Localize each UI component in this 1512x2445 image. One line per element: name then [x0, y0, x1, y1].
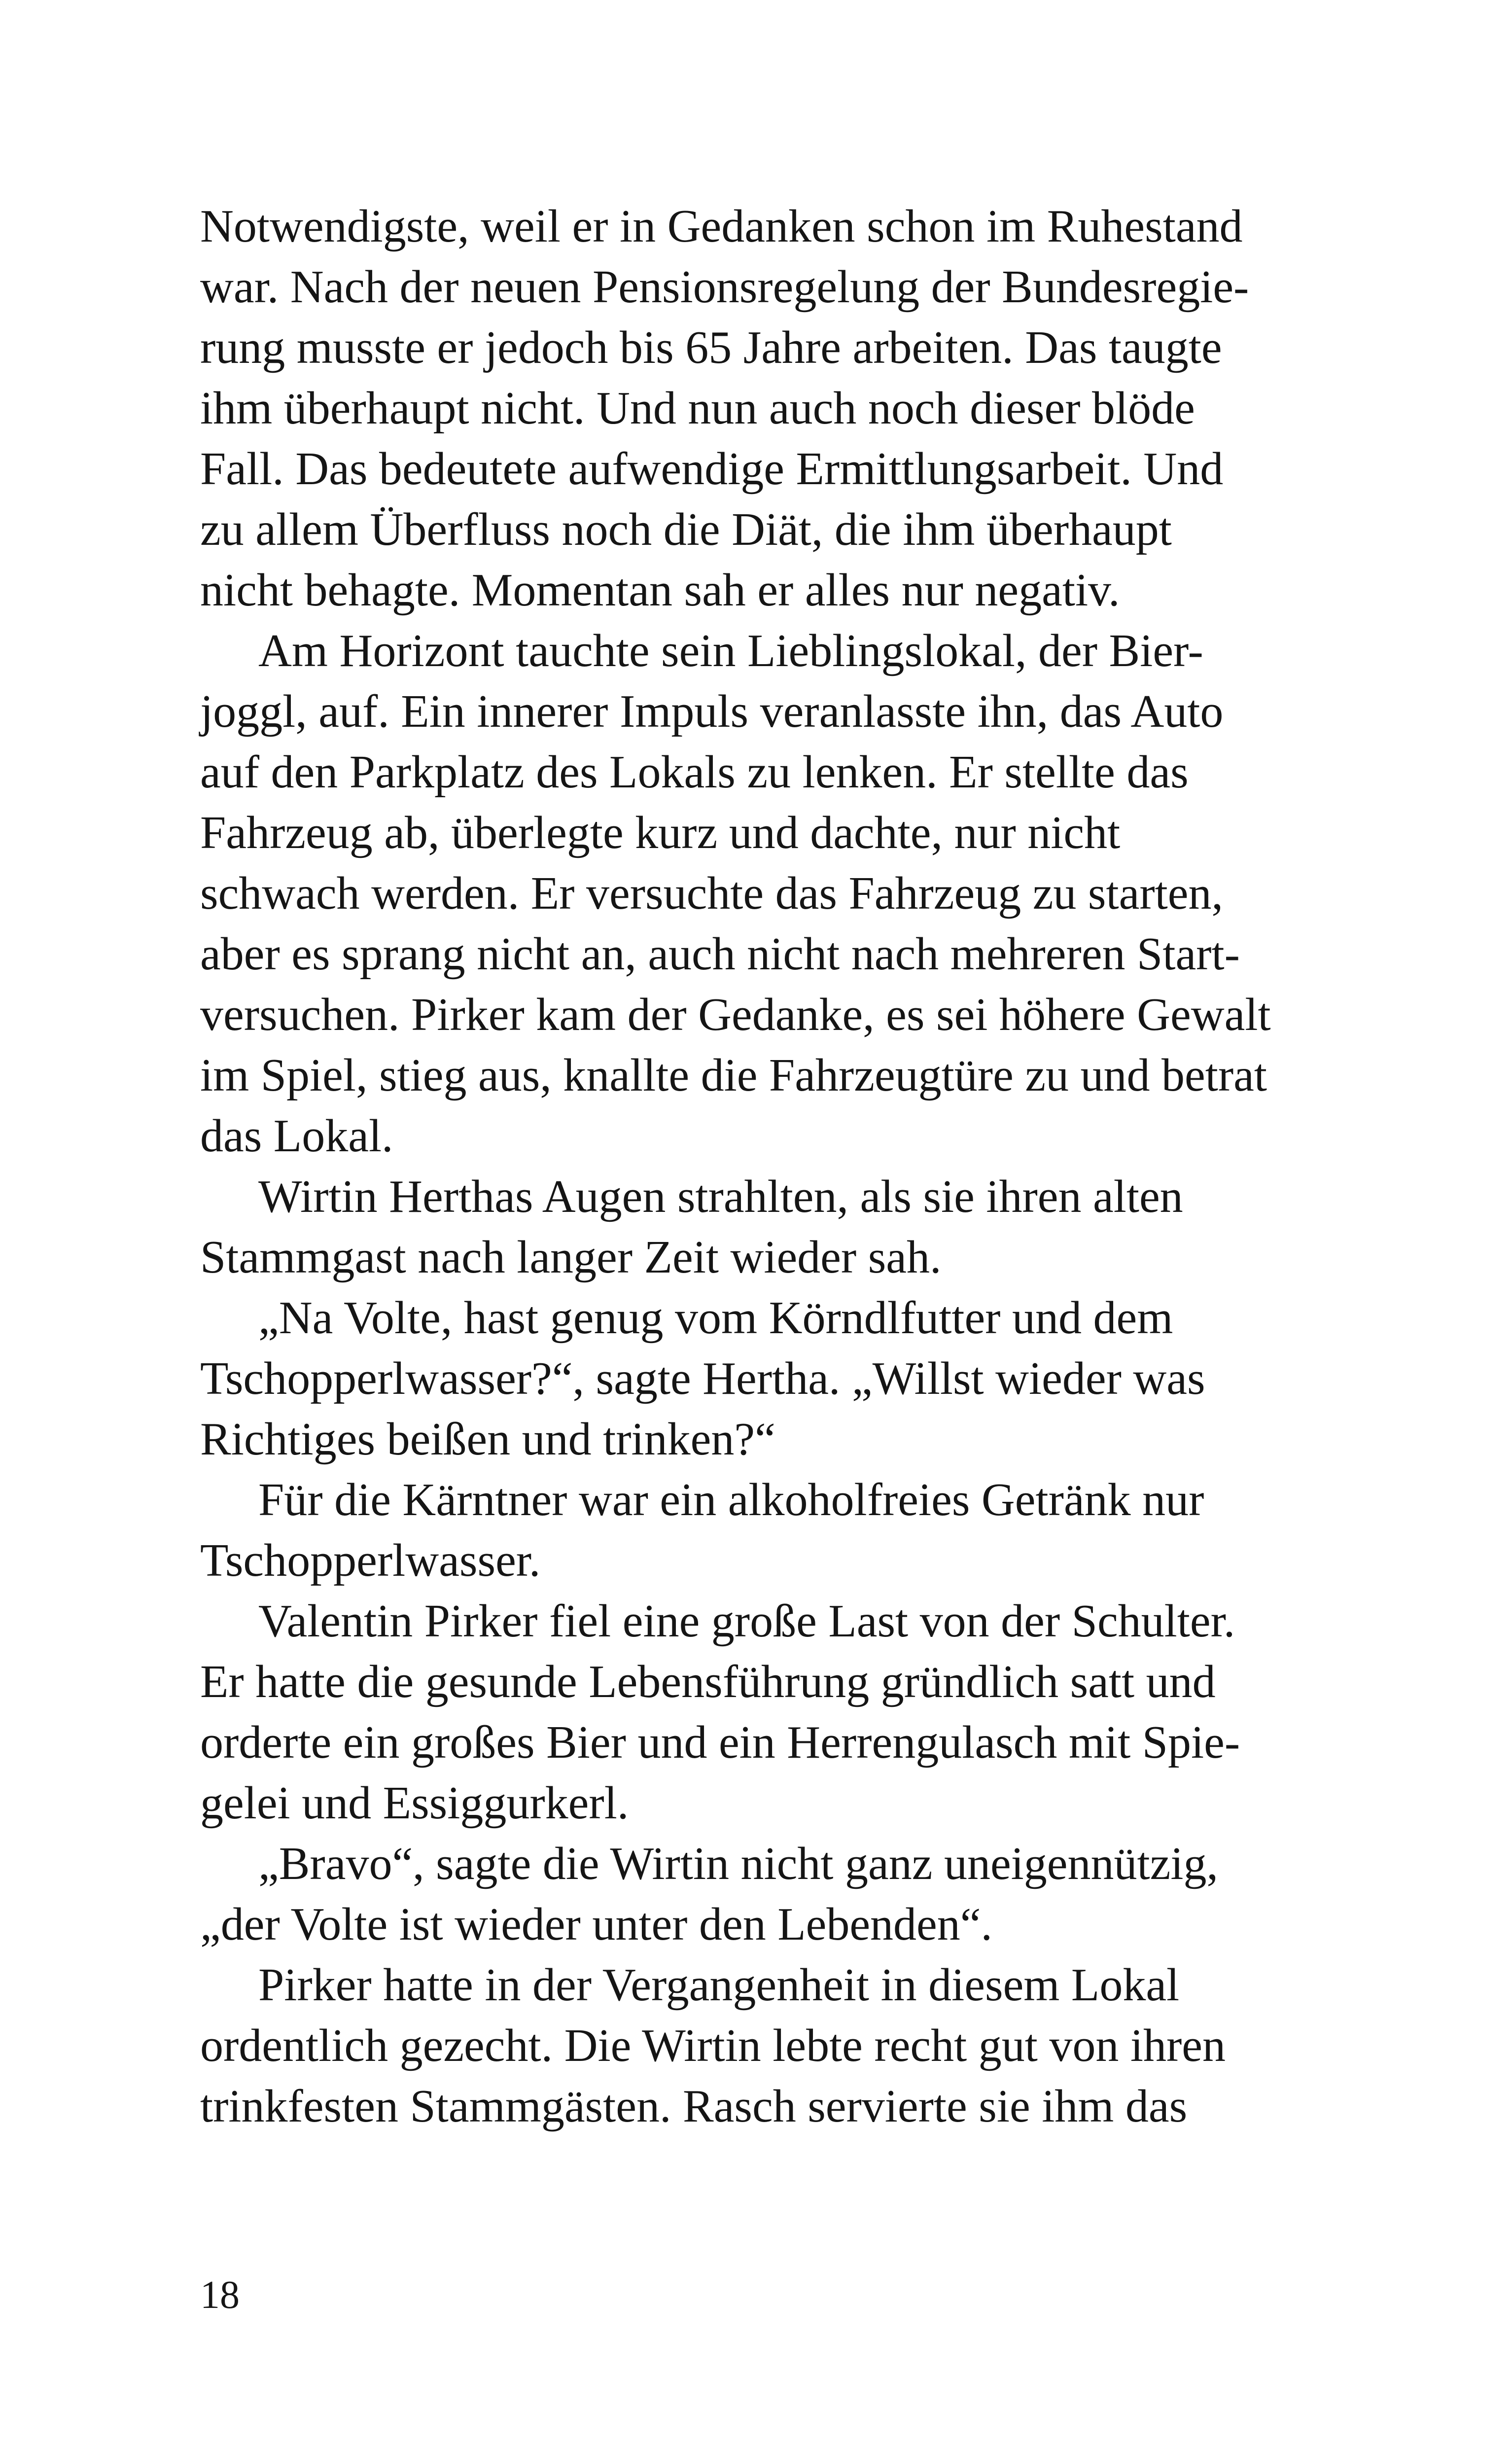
text-line: im Spiel, stieg aus, knallte die Fahrzeugtüre zu und betrat: [200, 1050, 1267, 1101]
text-line: „Na Volte, hast genug vom Körndlfutter und dem: [258, 1292, 1173, 1344]
text-line: Valentin Pirker fiel eine große Last von der Schulter.: [258, 1595, 1235, 1647]
text-line: Für die Kärntner war ein alkoholfreies Getränk nur: [258, 1474, 1204, 1525]
text-line: rung musste er jedoch bis 65 Jahre arbeiten. Das taugte: [200, 322, 1222, 373]
text-line: Stammgast nach langer Zeit wieder sah.: [200, 1232, 942, 1283]
text-line: schwach werden. Er versuchte das Fahrzeug zu starten,: [200, 868, 1223, 919]
text-line: Wirtin Herthas Augen strahlten, als sie ihren alten: [258, 1171, 1183, 1222]
page-number: 18: [200, 2273, 240, 2317]
text-line: „Bravo“, sagte die Wirtin nicht ganz uneigennützig,: [258, 1838, 1218, 1889]
body-text: [200, 196, 1297, 2137]
text-line: gelei und Essiggurkerl.: [200, 1777, 629, 1829]
text-line: Fall. Das bedeutete aufwendige Ermittlungsarbeit. Und: [200, 443, 1224, 495]
text-line: joggl, auf. Ein innerer Impuls veranlasste ihn, das Auto: [200, 686, 1224, 737]
text-line: Tschopperlwasser?“, sagte Hertha. „Willst wieder was: [200, 1353, 1205, 1404]
text-line: ihm überhaupt nicht. Und nun auch noch dieser blöde: [200, 383, 1195, 434]
text-line: Fahrzeug ab, überlegte kurz und dachte, nur nicht: [200, 807, 1121, 858]
text-line: Am Horizont tauchte sein Lieblingslokal, der Bier-: [258, 625, 1203, 676]
text-line: das Lokal.: [200, 1110, 393, 1162]
text-line: trinkfesten Stammgästen. Rasch servierte sie ihm das: [200, 2081, 1188, 2132]
text-line: versuchen. Pirker kam der Gedanke, es sei höhere Gewalt: [200, 989, 1271, 1040]
text-line: Er hatte die gesunde Lebensführung gründlich satt und: [200, 1656, 1216, 1707]
text-line: Tschopperlwasser.: [200, 1535, 541, 1586]
text-line: zu allem Überfluss noch die Diät, die ihm überhaupt: [200, 504, 1172, 555]
text-line: auf den Parkplatz des Lokals zu lenken. Er stellte das: [200, 746, 1189, 798]
text-line: Pirker hatte in der Vergangenheit in diesem Lokal: [258, 1959, 1180, 2011]
text-line: Notwendigste, weil er in Gedanken schon im Ruhestand: [200, 201, 1243, 252]
text-line: nicht behagte. Momentan sah er alles nur negativ.: [200, 565, 1120, 616]
text-line: war. Nach der neuen Pensionsregelung der Bundesregie-: [200, 261, 1249, 313]
text-line: „der Volte ist wieder unter den Lebenden“.: [200, 1899, 992, 1950]
text-line: ordentlich gezecht. Die Wirtin lebte recht gut von ihren: [200, 2020, 1226, 2071]
text-line: aber es sprang nicht an, auch nicht nach mehreren Start-: [200, 928, 1240, 980]
text-line: orderte ein großes Bier und ein Herrengulasch mit Spie-: [200, 1717, 1240, 1768]
text-line: Richtiges beißen und trinken?“: [200, 1414, 775, 1465]
